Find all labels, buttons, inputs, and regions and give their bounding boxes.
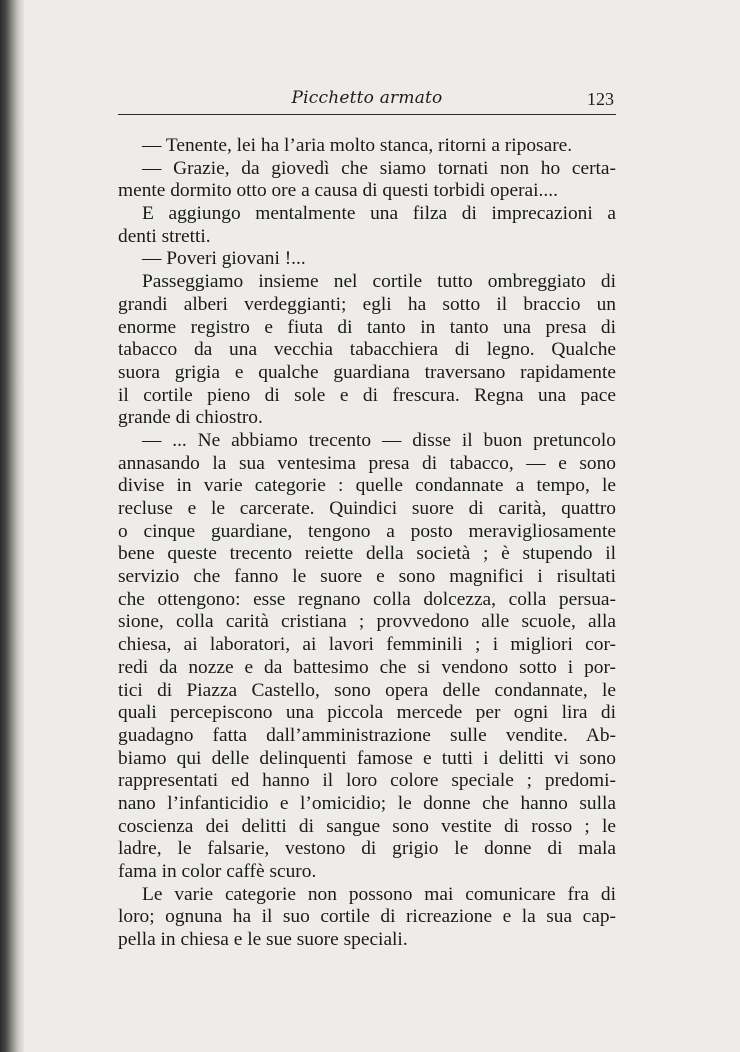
text-line: bene queste trecento reiette della società ; è stupendo il: [118, 543, 616, 565]
text-line: annasando la sua ventesima presa di tabacco, — e sono: [118, 452, 616, 474]
text-line: recluse e le carcerate. Quindici suore di carità, quattro: [118, 498, 616, 519]
text-line: Le varie categorie non possono mai comunicare fra di: [142, 883, 616, 905]
text-line: sione, colla carità cristiana ; provvedono alle scuole, alla: [118, 611, 616, 633]
text-line: quali percepiscono una piccola mercede per ogni lira di: [118, 702, 616, 724]
text-line: redi da nozze e da battesimo che si vendono sotto i por-: [118, 656, 616, 678]
page-header: [118, 86, 616, 115]
page-number: 123: [587, 89, 614, 109]
text-line: tabacco da una vecchia tabacchiera di legno. Qualche: [118, 339, 616, 361]
text-line: fama in color caffè scuro.: [118, 861, 317, 882]
text-line: rappresentati ed hanno il loro colore speciale ; predomi-: [118, 770, 616, 792]
text-line: denti stretti.: [118, 225, 211, 247]
text-line: chiesa, ai laboratori, ai lavori femminili ; i migliori cor-: [118, 634, 616, 656]
text-line: — Poveri giovani !...: [142, 248, 306, 270]
text-line: — Tenente, lei ha l’aria molto stanca, ritorni a riposare.: [142, 135, 573, 156]
text-line: o cinque guardiane, tengono a posto meravigliosamente: [118, 520, 616, 542]
text-line: suora grigia e qualche guardiana traversano rapidamente: [118, 361, 616, 383]
text-line: mente dormito otto ore a causa di questi torbidi operai....: [118, 180, 558, 202]
body-text: [118, 135, 616, 952]
text-line: pella in chiesa e le sue suore speciali.: [118, 929, 408, 951]
text-line: coscienza dei delitti di sangue sono vestite di rosso ; le: [118, 815, 616, 837]
text-line: Passeggiamo insieme nel cortile tutto ombreggiato di: [142, 271, 616, 293]
text-line: guadagno fatta dall’amministrazione sulle vendite. Ab-: [118, 724, 616, 746]
page-binding-edge: [0, 0, 24, 1052]
running-title: Picchetto armato: [291, 88, 443, 108]
text-line: divise in varie categorie : quelle condannate a tempo, le: [118, 475, 616, 497]
text-line: — ... Ne abbiamo trecento — disse il buon pretuncolo: [142, 429, 616, 451]
text-line: loro; ognuna ha il suo cortile di ricreazione e la sua cap-: [118, 906, 616, 928]
text-line: ladre, le falsarie, vestono di grigio le donne di mala: [118, 838, 616, 860]
text-line: E aggiungo mentalmente una filza di imprecazioni a: [142, 203, 616, 225]
text-line: il cortile pieno di sole e di frescura. Regna una pace: [118, 384, 616, 406]
text-line: tici di Piazza Castello, sono opera delle condannate, le: [118, 679, 616, 701]
text-line: nano l’infanticidio e l’omicidio; le donne che hanno sulla: [118, 792, 616, 814]
text-line: grandi alberi verdeggianti; egli ha sotto il braccio un: [118, 293, 616, 315]
text-line: — Grazie, da giovedì che siamo tornati non ho certa-: [142, 157, 616, 179]
text-line: che ottengono: esse regnano colla dolcezza, colla persua-: [118, 588, 616, 610]
text-line: biamo qui delle delinquenti famose e tutti i delitti vi sono: [118, 747, 616, 769]
text-line: servizio che fanno le suore e sono magnifici i risultati: [118, 566, 616, 588]
text-line: enorme registro e fiuta di tanto in tanto una presa di: [118, 316, 616, 338]
text-line: grande di chiostro.: [118, 407, 263, 429]
